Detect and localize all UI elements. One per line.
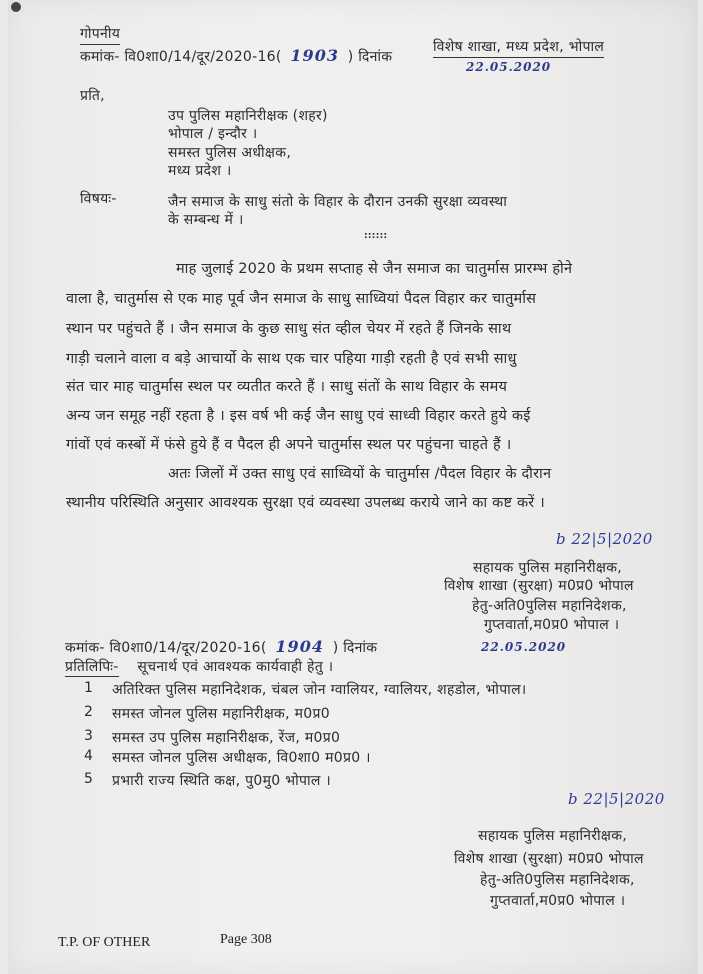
body-line: गांवों एवं कस्बों में फंसे हुये हैं व पैदल ही अपने चातुर्मास स्थल पर पहुंचना चाहते हैं । bbox=[66, 437, 512, 453]
signatory-line: गुप्तवार्ता,म0प्र0 भोपाल । bbox=[484, 617, 620, 633]
copy-reference-date-label: ) दिनांक bbox=[332, 640, 378, 656]
copy-item-number: 3 bbox=[84, 728, 94, 744]
copy-reference-number-handwritten: 1904 bbox=[275, 637, 324, 656]
recipient-prefix: प्रति, bbox=[80, 88, 105, 104]
reference-prefix: कमांक- वि0शा0/14/दूर/2020-16( bbox=[80, 49, 282, 65]
copy-item-number: 2 bbox=[84, 704, 94, 720]
copy-heading bbox=[65, 657, 333, 676]
reference-date-handwritten: 22.05.2020 bbox=[466, 60, 552, 74]
copy-reference-prefix: कमांक- वि0शा0/14/दूर/2020-16( bbox=[65, 640, 267, 656]
body-line: गाड़ी चलाने वाला व बड़े आचार्यो के साथ एक चार पहिया गाड़ी रहती है एवं सभी साधु bbox=[66, 351, 517, 367]
subject-line: के सम्बन्ध में । bbox=[168, 212, 244, 228]
classification-label: गोपनीय bbox=[80, 24, 120, 45]
recipient-line: समस्त पुलिस अधीक्षक, bbox=[168, 145, 292, 161]
separator-mark: :::::: bbox=[364, 231, 388, 241]
body-line: वाला है, चातुर्मास से एक माह पूर्व जैन समाज के साधु साध्वियां पैदल विहार कर चातुर्मास bbox=[66, 291, 537, 307]
signatory-line: गुप्तवार्ता,म0प्र0 भोपाल । bbox=[490, 893, 626, 909]
subject-label: विषयः- bbox=[80, 191, 117, 207]
reference-number-handwritten: 1903 bbox=[290, 46, 339, 65]
copy-item-text: समस्त जोनल पुलिस महानिरीक्षक, म0प्र0 bbox=[112, 706, 330, 722]
document-page bbox=[8, 0, 698, 974]
signatory-line: हेतु-अति0पुलिस महानिदेशक, bbox=[472, 598, 627, 614]
copy-label: प्रतिलिपिः- bbox=[65, 659, 119, 675]
body-line: अतः जिलों में उक्त साधु एवं साध्वियों के चातुर्मास /पैदल विहार के दौरान bbox=[168, 466, 552, 482]
signatory-line: विशेष शाखा (सुरक्षा) म0प्र0 भोपाल bbox=[454, 851, 644, 867]
footer-note: T.P. OF OTHER bbox=[58, 935, 151, 950]
recipient-line: उप पुलिस महानिरीक्षक (शहर) bbox=[168, 108, 328, 124]
subject-line: जैन समाज के साधु संतो के विहार के दौरान उनकी सुरक्षा व्यवस्था bbox=[168, 194, 508, 210]
recipient-line: मध्य प्रदेश । bbox=[168, 163, 232, 179]
copy-item-number: 4 bbox=[84, 748, 94, 764]
copy-item-number: 5 bbox=[84, 771, 94, 787]
copy-item-text: समस्त जोनल पुलिस अधीक्षक, वि0शा0 म0प्र0 । bbox=[112, 750, 371, 766]
body-line: माह जुलाई 2020 के प्रथम सप्ताह से जैन समाज का चातुर्मास प्रारम्भ होने bbox=[176, 261, 573, 277]
copy-purpose: सूचनार्थ एवं आवश्यक कार्यवाही हेतु । bbox=[137, 659, 334, 675]
copy-reference-line bbox=[65, 637, 377, 657]
signatory-line: विशेष शाखा (सुरक्षा) म0प्र0 भोपाल bbox=[444, 578, 634, 594]
body-line: संत चार माह चातुर्मास स्थल पर व्यतीत करते हैं । साधु संतों के साथ विहार के समय bbox=[66, 379, 508, 395]
body-line: स्थान पर पहुंचते हैं । जैन समाज के कुछ साधु संत व्हील चेयर में रहते हैं जिनके साथ bbox=[66, 321, 512, 337]
copy-item-text: प्रभारी राज्य स्थिति कक्ष, पु0मु0 भोपाल । bbox=[112, 773, 332, 789]
signatory-line: सहायक पुलिस महानिरीक्षक, bbox=[473, 560, 623, 576]
recipient-line: भोपाल / इन्दौर । bbox=[168, 126, 258, 142]
copy-item-text: अतिरिक्त पुलिस महानिदेशक, चंबल जोन ग्वालियर, ग्वालियर, शहडोल, भोपाल। bbox=[112, 682, 527, 698]
punch-hole-mark bbox=[11, 2, 21, 12]
page-number: Page 308 bbox=[220, 932, 272, 947]
copy-reference-date-handwritten: 22.05.2020 bbox=[481, 640, 567, 654]
signature-initials-handwritten: b 22|5|2020 bbox=[556, 530, 653, 548]
department-name: विशेष शाखा, मध्य प्रदेश, भोपाल bbox=[433, 37, 604, 58]
reference-date-label: ) दिनांक bbox=[347, 49, 393, 65]
body-line: स्थानीय परिस्थिति अनुसार आवश्यक सुरक्षा एवं व्यवस्था उपलब्ध कराये जाने का कष्ट करें । bbox=[66, 495, 545, 511]
signature-initials-handwritten: b 22|5|2020 bbox=[568, 790, 665, 808]
copy-item-number: 1 bbox=[84, 680, 94, 696]
body-line: अन्य जन समूह नहीं रहता है । इस वर्ष भी कई जैन साधु एवं साध्वी विहार करते हुये कई bbox=[66, 408, 531, 424]
signatory-line: सहायक पुलिस महानिरीक्षक, bbox=[478, 828, 628, 844]
copy-item-text: समस्त उप पुलिस महानिरीक्षक, रेंज, म0प्र0 bbox=[112, 730, 341, 746]
reference-line bbox=[80, 46, 392, 66]
signatory-line: हेतु-अति0पुलिस महानिदेशक, bbox=[480, 872, 635, 888]
